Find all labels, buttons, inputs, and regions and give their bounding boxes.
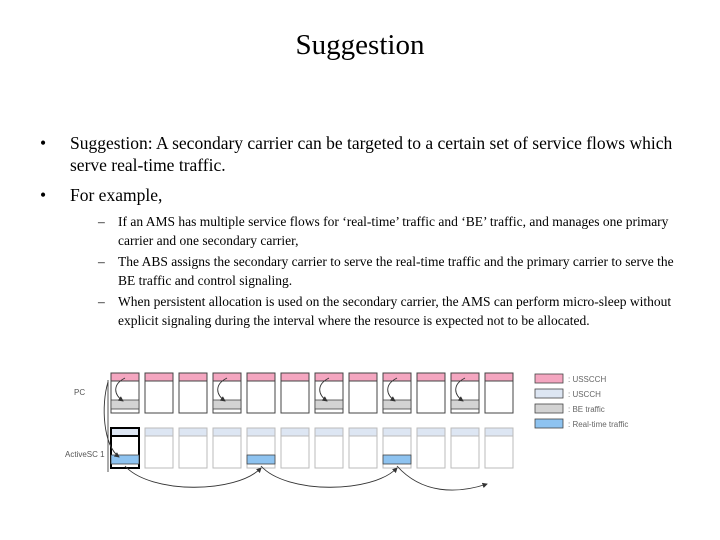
uscch-block (485, 428, 513, 436)
realtime-traffic-block (383, 455, 411, 464)
sub-bullet-item (98, 212, 680, 251)
usscch-block (179, 373, 207, 381)
sub-bullet-text: When persistent allocation is used on the secondary carrier, the AMS can perform micro-sleep without explicit signaling during the interval where the resource is expected not to be allocated. (118, 293, 672, 329)
be-traffic-block (213, 400, 241, 409)
secondary-carrier-frames (111, 428, 513, 468)
persistent-allocation-arrow (261, 466, 397, 487)
bullet-marker: • (40, 185, 47, 205)
usscch-block (315, 373, 343, 381)
legend-swatch (535, 389, 563, 398)
legend-label: : Real-time traffic (568, 420, 629, 429)
usscch-block (451, 373, 479, 381)
legend (535, 374, 628, 429)
usscch-block (485, 373, 513, 381)
uscch-block (179, 428, 207, 436)
uscch-block (315, 428, 343, 436)
bullet-list (40, 132, 680, 331)
persistent-allocation-arrow (397, 466, 487, 490)
persistent-allocation-arrow (125, 466, 261, 487)
uscch-block (451, 428, 479, 436)
usscch-block (281, 373, 309, 381)
sub-bullet-marker: – (98, 214, 105, 229)
sub-bullet-list (98, 212, 680, 330)
legend-swatch (535, 374, 563, 383)
secondary-carrier-label: ActiveSC 1 (65, 450, 105, 459)
sub-bullet-item (98, 252, 680, 291)
uscch-block (383, 428, 411, 436)
carrier-allocation-diagram (60, 360, 680, 495)
uscch-block (213, 428, 241, 436)
usscch-block (417, 373, 445, 381)
sub-bullet-item (98, 292, 680, 331)
be-traffic-block (383, 400, 411, 409)
usscch-block (213, 373, 241, 381)
sub-bullet-text: If an AMS has multiple service flows for ‘real-time’ traffic and ‘BE’ traffic, and manages one primary carrier and one secondary carrier, (118, 214, 669, 249)
uscch-block (281, 428, 309, 436)
legend-swatch (535, 404, 563, 413)
legend-label: : USSCCH (568, 375, 607, 384)
legend-swatch (535, 419, 563, 428)
uscch-block (247, 428, 275, 436)
be-traffic-block (315, 400, 343, 409)
sub-bullet-text: The ABS assigns the secondary carrier to serve the real-time traffic and the primary carrier to serve the BE traffic and control signaling. (118, 253, 674, 289)
realtime-traffic-block (111, 455, 139, 464)
sub-bullet-marker: – (98, 253, 105, 269)
uscch-block (349, 428, 377, 436)
bullet-text: Suggestion: A secondary carrier can be targeted to a certain set of service flows which serve real-time traffic. (70, 133, 673, 175)
slide-title: Suggestion (295, 29, 425, 61)
usscch-block (247, 373, 275, 381)
usscch-block (145, 373, 173, 381)
realtime-traffic-block (247, 455, 275, 464)
uscch-block (145, 428, 173, 436)
bullet-text: For example, (70, 185, 163, 205)
bullet-marker: • (40, 133, 47, 153)
sub-bullet-marker: – (98, 293, 105, 309)
be-traffic-block (451, 400, 479, 409)
uscch-block (111, 428, 139, 436)
be-traffic-block (111, 400, 139, 409)
uscch-block (417, 428, 445, 436)
bullet-item (40, 132, 680, 176)
usscch-block (383, 373, 411, 381)
legend-label: : BE traffic (568, 405, 605, 414)
usscch-block (349, 373, 377, 381)
usscch-block (111, 373, 139, 381)
primary-carrier-frames (111, 373, 513, 413)
legend-label: : USCCH (568, 390, 601, 399)
primary-carrier-label: PC (74, 388, 86, 397)
bullet-item (40, 184, 680, 206)
